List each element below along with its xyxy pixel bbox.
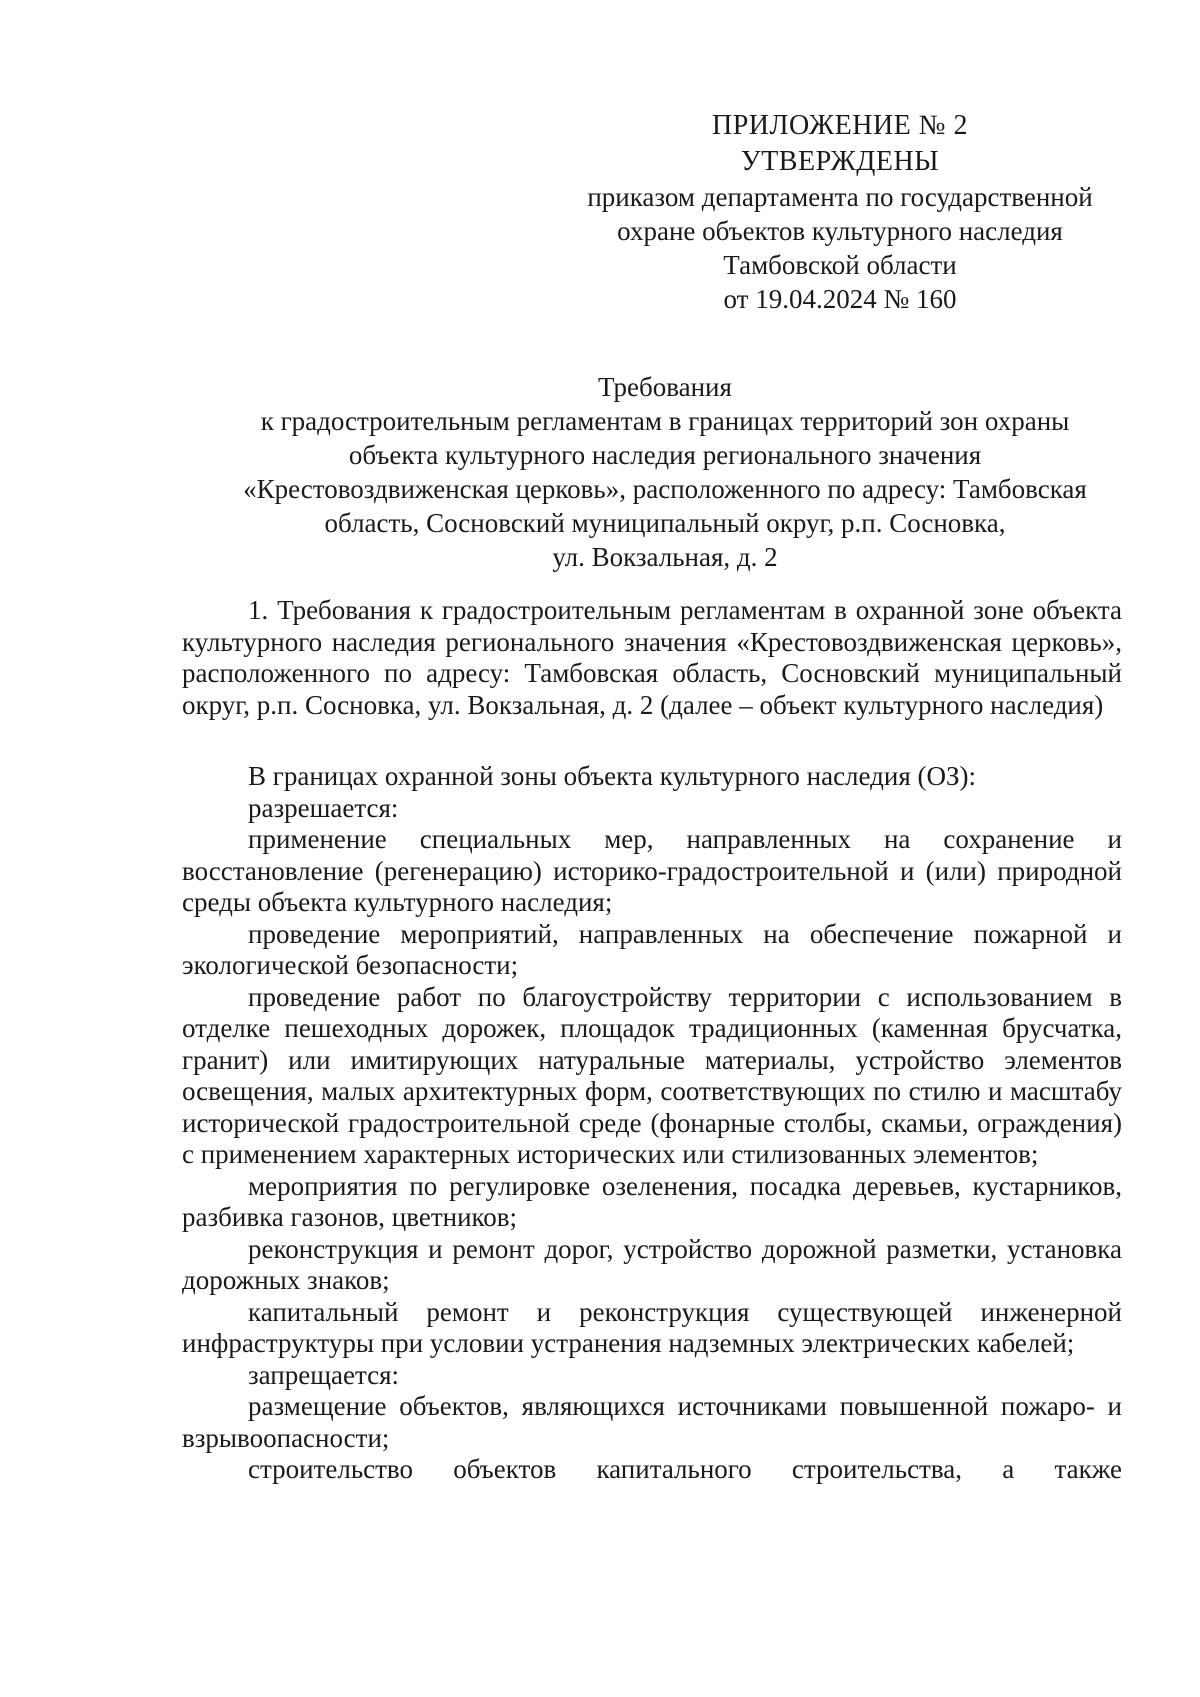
title-line: ул. Вокзальная, д. 2 bbox=[552, 542, 778, 572]
allowed-item: проведение мероприятий, направленных на обеспечение пожарной и экологической безопасности; bbox=[182, 918, 1122, 980]
approval-date: от 19.04.2024 № 160 bbox=[723, 284, 957, 314]
title-heading: Требования bbox=[598, 372, 732, 402]
zone-intro: В границах охранной зоны объекта культурного наследия (ОЗ): bbox=[248, 761, 977, 791]
allowed-item: реконструкция и ремонт дорог, устройство дорожной разметки, установка дорожных знаков; bbox=[182, 1233, 1122, 1295]
prohibited-item: размещение объектов, являющихся источниками повышенной пожаро- и взрывоопасности; bbox=[182, 1391, 1122, 1453]
approved-label: УТВЕРЖДЕНЫ bbox=[740, 146, 940, 177]
title-line: к градостроительным регламентам в границах территорий зон охраны bbox=[260, 406, 1070, 436]
allowed-label: разрешается: bbox=[248, 792, 399, 823]
allowed-item: капитальный ремонт и реконструкция существующей инженерной инфраструктуры при условии устранения надземных электрических кабелей; bbox=[182, 1296, 1122, 1358]
section-1-paragraph: 1. Требования к градостроительным регламентам в охранной зоне объекта культурного наследия регионального значения «Крестовоздвиженская церковь», расположенного по адресу: Тамбовская область, Сосновский муниципальный округ, р.п. Сосновка, ул. Вокзальная, д. 2 (далее – объект культурного наследия) bbox=[182, 595, 1122, 720]
title-line: объекта культурного наследия регионального значения bbox=[348, 440, 982, 470]
approval-order-line: охране объектов культурного наследия bbox=[617, 216, 1063, 246]
prohibited-item: строительство объектов капитального строительства, а также bbox=[248, 1454, 1122, 1484]
allowed-item: мероприятия по регулировке озеленения, посадка деревьев, кустарников, разбивка газонов, цветников; bbox=[182, 1170, 1122, 1232]
approval-order-line: Тамбовской области bbox=[723, 250, 957, 280]
allowed-item: проведение работ по благоустройству территории с использованием в отделке пешеходных дорожек, площадок традиционных (каменная брусчатка, гранит) или имитирующих натуральные материалы, устройство элементов освещения, малых архитектурных форм, соответствующих по стилю и масштабу исторической градостроительной среде (фонарные столбы, скамьи, ограждения) с применением характерных исторических или стилизованных элементов; bbox=[182, 981, 1122, 1169]
title-line: «Крестовоздвиженская церковь», расположенного по адресу: Тамбовская bbox=[243, 474, 1087, 504]
document-title bbox=[200, 370, 1130, 574]
approval-order-line: приказом департамента по государственной bbox=[587, 182, 1093, 212]
allowed-item: применение специальных мер, направленных на сохранение и восстановление (регенерацию) историко-градостроительной и (или) природной среды объекта культурного наследия; bbox=[182, 824, 1122, 917]
prohibited-label: запрещается: bbox=[248, 1359, 400, 1390]
appendix-number: ПРИЛОЖЕНИЕ № 2 bbox=[712, 110, 968, 141]
title-line: область, Сосновский муниципальный округ, р.п. Сосновка, bbox=[324, 508, 1006, 538]
approval-block bbox=[560, 108, 1120, 316]
document-body bbox=[182, 595, 1122, 1486]
